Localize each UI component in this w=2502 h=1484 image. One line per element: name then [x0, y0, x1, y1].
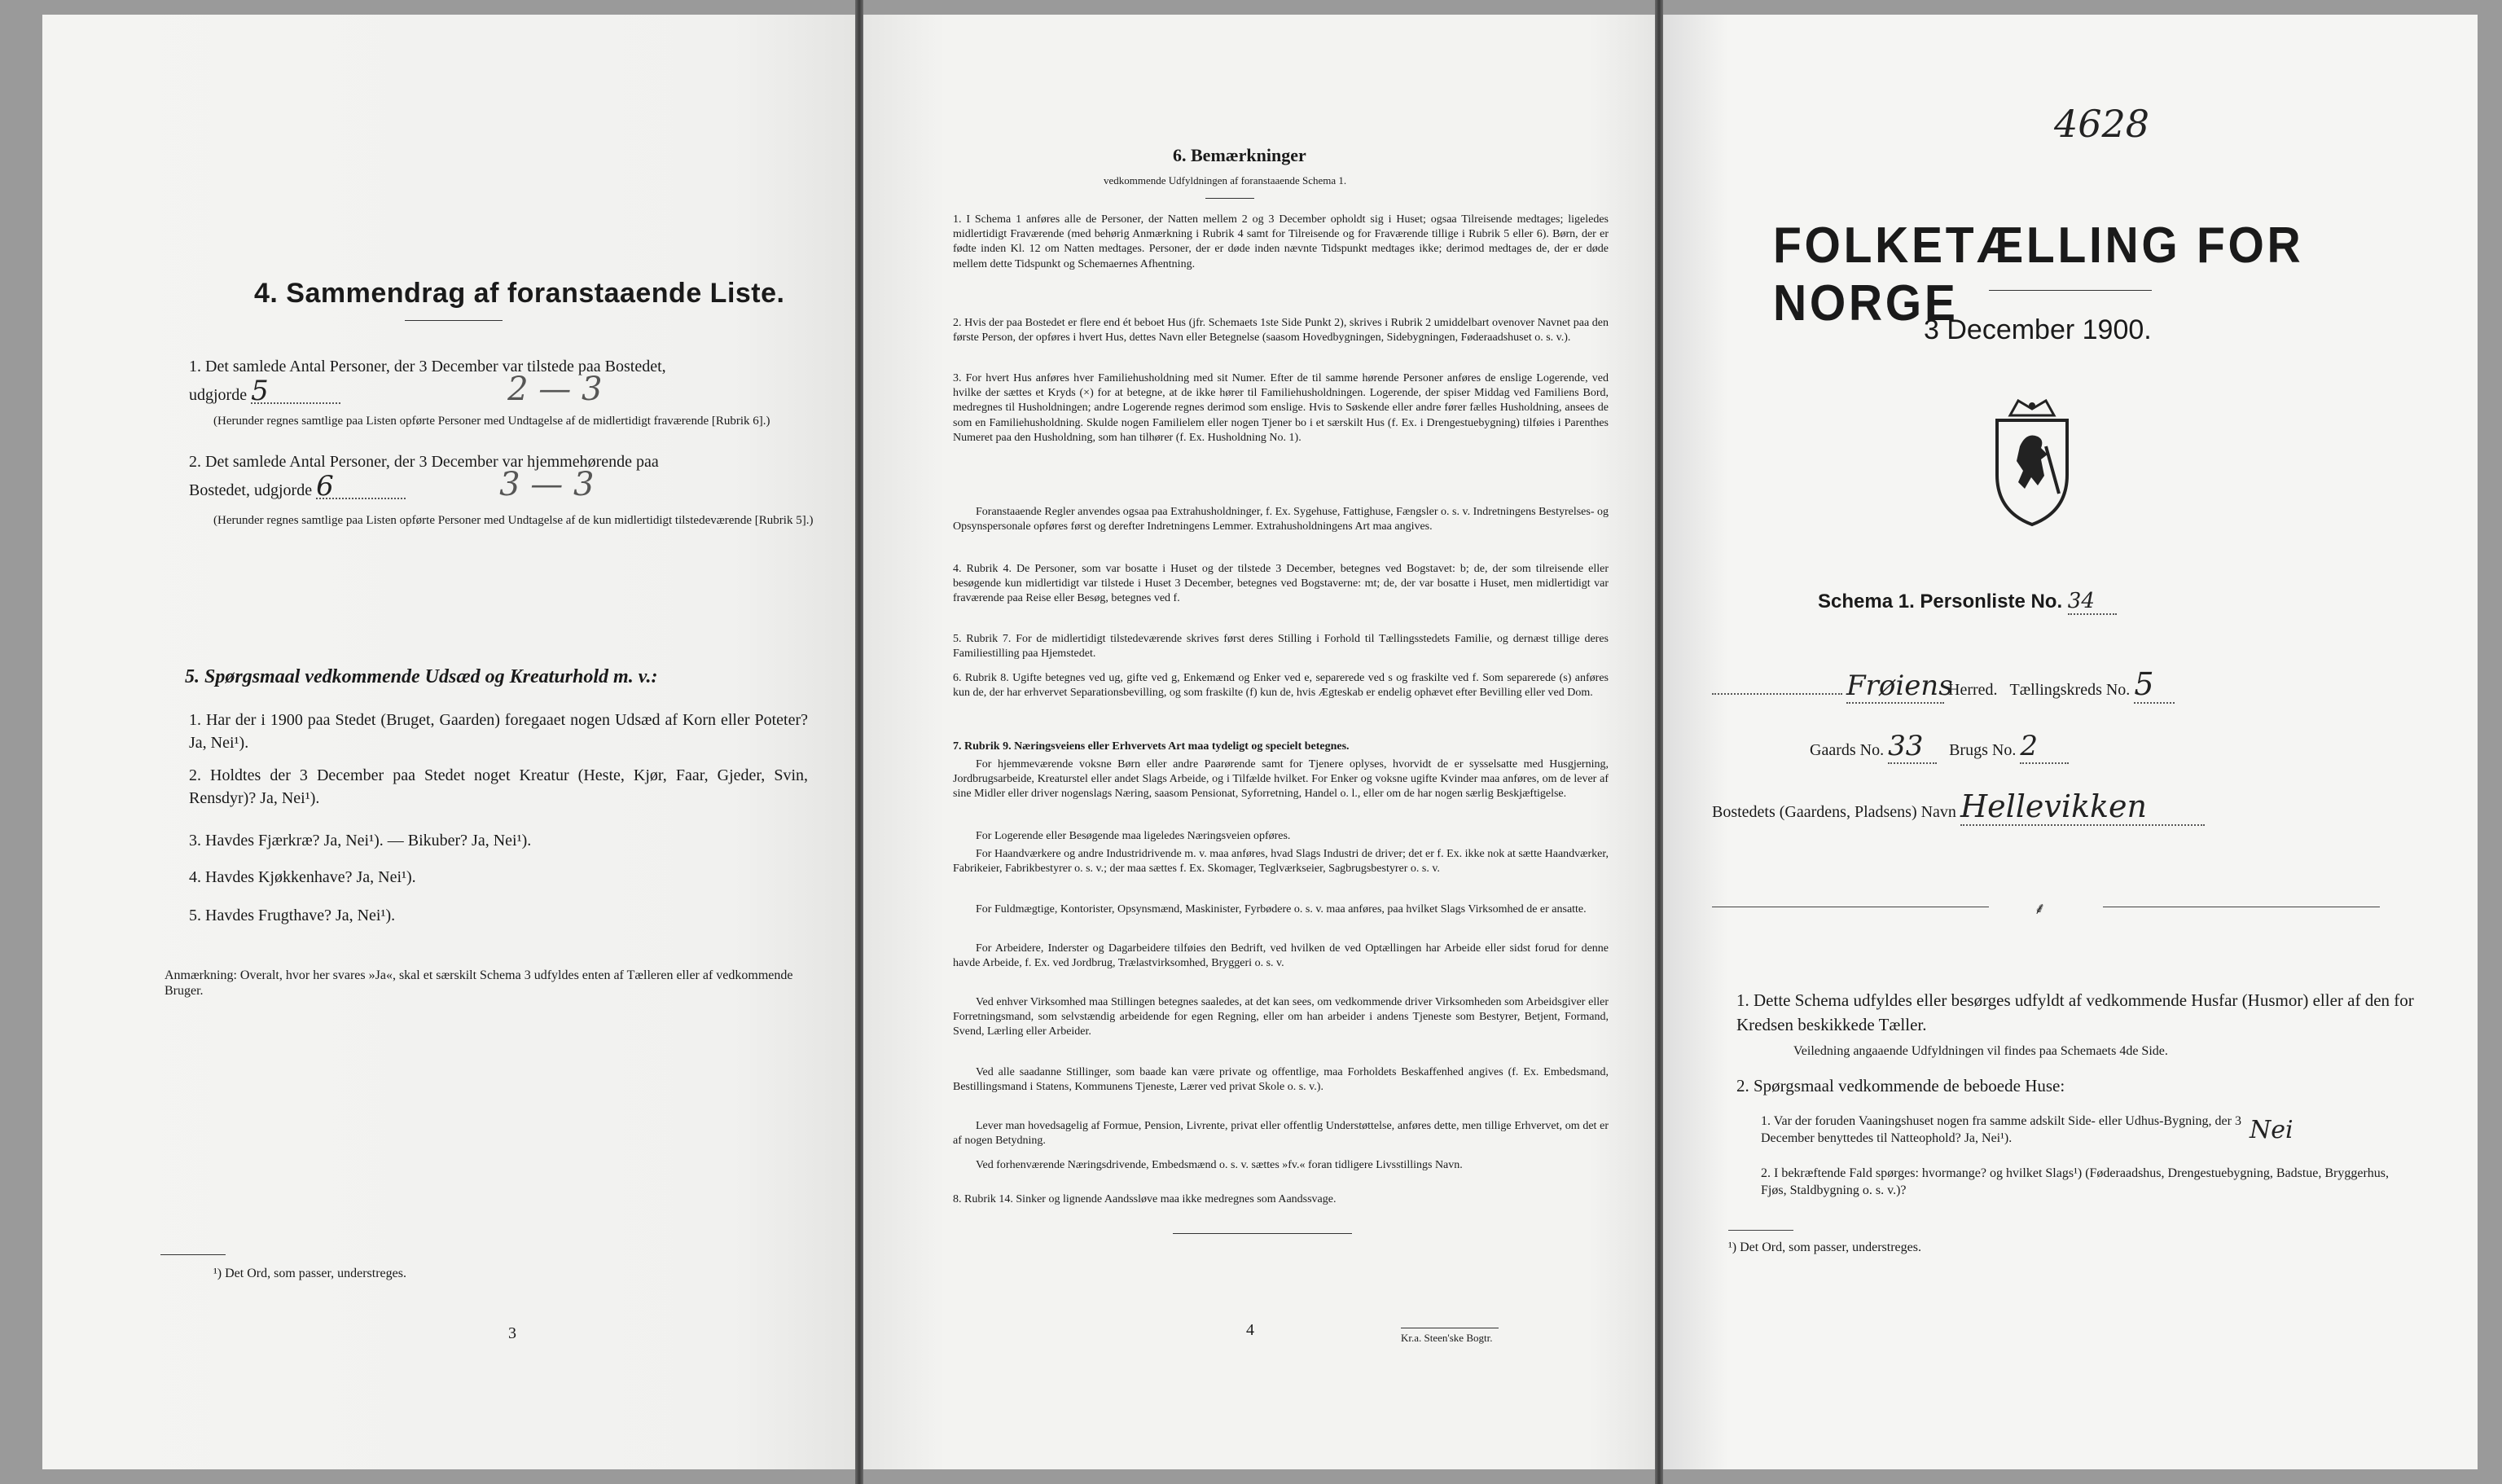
binding-gutter [855, 0, 863, 1484]
krets-label: Tællingskreds No. [2009, 681, 2131, 699]
remark-item: For Haandværkere og andre Industridrivende m. v. maa anføres, hvad Slags Industri de driver; det er f. Ex. ikke nok at sætte Haandværker, Fabrikeier, Fabrikbestyrer o. s. v.; der maa sættes f. Ex. Skomager, Teglværkseier, Sagbrugsbestyrer o. s. v. [953, 848, 1609, 876]
bosted-value: Hellevikken [1960, 788, 2205, 826]
footnote-rule [1728, 1230, 1793, 1231]
binding-gutter [1655, 0, 1663, 1484]
brugs-value: 2 [2020, 730, 2069, 764]
question-poultry-beehives: 3. Havdes Fjærkræ? Ja, Nei¹). — Bikuber? Ja, Nei¹). [189, 832, 532, 850]
coat-of-arms-icon [1987, 397, 2077, 528]
remark-item: Foranstaaende Regler anvendes ogsaa paa Extrahusholdninger, f. Ex. Sygehuse, Fattighuse, Fængsler o. s. v. Indretningens Bestyrelses- og Opsynspersonale opføres først og derefter Indretningens Lemmer. Extrahusholdningens Art maa angives. [953, 506, 1609, 533]
title-rule [1989, 290, 2152, 291]
remark-item: Lever man hovedsagelig af Formue, Pension, Livrente, privat eller offentlig Understøttelse, anføres dette, men tillige Erhvervet, om det er af nogen Betydning. [953, 1120, 1609, 1148]
pencil-annotation: 3 — 3 [499, 466, 595, 503]
remark-item: 4. Rubrik 4. De Personer, som var bosatte i Huset og der tilstede 3 December, betegnes ved Bogstavet: b; de, der som tilreisende eller besøgende kun midlertidigt var tilstede i Huset 3 December, betegnes ved Bogstaverne: mt; de, der var bosatte i Huset, men midlertidigt var fraværende paa Reise eller Besøg, betegnes ved f. [953, 563, 1609, 605]
schema-heading [1818, 589, 2117, 615]
bosted-label: Bostedets (Gaardens, Pladsens) Navn [1712, 803, 1956, 821]
page-number: 3 [508, 1324, 516, 1342]
end-rule [1173, 1233, 1352, 1234]
summary-question-2 [189, 450, 824, 502]
remark-item: 5. Rubrik 7. For de midlertidigt tilstedeværende skrives først deres Stilling i Forhold til Tællingsstedets Familie, og dernæst tillige deres Familiestilling paa Hjemstedet. [953, 633, 1609, 661]
summary-question-1 [189, 355, 824, 406]
remark: Anmærkning: Overalt, hvor her svares »Ja«, skal et særskilt Schema 3 udfyldes enten af Tælleren eller af vedkommende Bruger. [165, 968, 793, 998]
herred-label: Herred. [1948, 681, 1998, 699]
bosted-row [1712, 788, 2205, 826]
remark-item: Ved enhver Virksomhed maa Stillingen betegnes saaledes, at det kan sees, om vedkommende driver Virksomheden som Arbeidsgiver eller Forretningsmand, som selvstændig arbeidende for egen Regning, eller om han arbeider i andens Tjeneste som Bestyrer, Betjent, Formand, Svend, Lærling eller Arbeider. [953, 996, 1609, 1038]
instruction-1-note: Veiledning angaaende Udfyldningen vil findes paa Schemaets 4de Side. [1793, 1044, 2168, 1058]
remark-item: For Fuldmægtige, Kontorister, Opsynsmænd, Maskinister, Fyrbødere o. s. v. maa anføres, paa hvilket Slags Virksomhed de er ansatte. [976, 903, 1587, 915]
question-kitchen-garden: 4. Havdes Kjøkkenhave? Ja, Nei¹). [189, 868, 416, 886]
subtitle-rule [1205, 198, 1254, 199]
census-title: FOLKETÆLLING FOR NORGE [1773, 217, 2304, 331]
krets-value: 5 [2134, 666, 2175, 704]
question-seed: 1. Har der i 1900 paa Stedet (Bruget, Gaarden) foregaaet nogen Udsæd af Korn eller Poteter? Ja, Nei¹). [189, 711, 808, 752]
title-underline [405, 320, 503, 321]
instruction-2: 2. Spørgsmaal vedkommende de beboede Huse: [1736, 1076, 2065, 1095]
house-answer: Nei [2250, 1116, 2294, 1144]
house-question-2: 2. I bekræftende Fald spørges: hvormange? og hvilket Slags¹) (Føderaadshus, Drengestuebygning, Badstue, Bryggerhus, Fjøs, Staldbygning o. s. v.)? [1761, 1166, 2390, 1197]
remark-item: 2. Hvis der paa Bostedet er flere end ét beboet Hus (jfr. Schemaets 1ste Side Punkt 2), skrives i Rubrik 2 umiddelbart ovenover Navnet paa den første Person, der opføres i hvert Hus, dettes Navn eller Betegnelse (saasom Hovedbygningen, Sidebygningen, Føderaadshuset o. s. v.). [953, 317, 1609, 345]
herred-row [1712, 666, 2461, 704]
question-orchard: 5. Havdes Frugthave? Ja, Nei¹). [189, 907, 396, 924]
page-3-summary [42, 15, 857, 1469]
remark-item: 8. Rubrik 14. Sinker og lignende Aandssløve maa ikke medregnes som Aandssvage. [953, 1193, 1337, 1205]
house-question-1: 1. Var der foruden Vaaningshuset nogen fra samme adskilt Side- eller Udhus-Bygning, der 3 December benyttedes til Natteophold? Ja, Nei¹). [1761, 1114, 2241, 1145]
question-label: udgjorde [189, 386, 248, 404]
section-6-title: 6. Bemærkninger [1173, 145, 1306, 165]
gaards-label: Gaards No. [1810, 741, 1885, 759]
person-list-number: 34 [2068, 589, 2117, 615]
gaard-row [1810, 730, 2069, 764]
question-text: 1. Det samlede Antal Personer, der 3 December var tilstede paa Bostedet, [189, 358, 666, 375]
instruction-1: 1. Dette Schema udfyldes eller besørges udfyldt af vedkommende Husfar (Husmor) eller af den for Kredsen beskikkede Tæller. [1736, 990, 2414, 1034]
remark-item: For Logerende eller Besøgende maa ligeledes Næringsveien opføres. [976, 830, 1291, 842]
resident-count: 6 [316, 475, 406, 499]
section-4-title: 4. Sammendrag af foranstaaende Liste. [254, 278, 785, 309]
remark-item: 6. Rubrik 8. Ugifte betegnes ved ug, gifte ved g, Enkemænd og Enker ved e, separerede ved s og fraskilte ved f. Som separerede (s) anføres kun de, der har erhvervet Separationsbevilling, og som fraskilte (f) kun de, hvis Ægteskab er endelig ophævet efter Bevilling eller ved Dom. [953, 672, 1609, 700]
footnote: ¹) Det Ord, som passer, understreges. [1728, 1240, 1921, 1254]
remark-item: For Arbeidere, Inderster og Dagarbeidere tilføies den Bedrift, ved hvilken de ved Optællingen har Arbeide eller sidst forud for denne havde Arbeide, f. Ex. ved Jordbrug, Trælastvirksomhed, Bryggeri o. s. v. [953, 942, 1609, 970]
page-number: 4 [1246, 1321, 1254, 1339]
present-count: 5 [251, 380, 340, 404]
footnote-rule [160, 1254, 226, 1255]
section-5-title: 5. Spørgsmaal vedkommende Udsæd og Kreaturhold m. v.: [185, 666, 658, 687]
footnote: ¹) Det Ord, som passer, understreges. [213, 1267, 406, 1280]
page-1-cover [1663, 15, 2478, 1469]
question-livestock: 2. Holdtes der 3 December paa Stedet noget Kreatur (Heste, Kjør, Faar, Gjeder, Svin, Rensdyr)? Ja, Nei¹). [189, 766, 808, 807]
gaards-value: 33 [1888, 730, 1937, 764]
remark-item: Ved alle saadanne Stillinger, som baade kan være private og offentlige, maa Forholdets Beskaffenhed angives (f. Ex. Embedsmand, Bestillingsmand i Statens, Kommunens Tjeneste, Lærer ved privat Skole o. s. v.). [953, 1066, 1609, 1094]
page-4-remarks [863, 15, 1670, 1469]
section-6-subtitle: vedkommende Udfyldningen af foranstaaende Schema 1. [1104, 174, 1347, 187]
summary-note-1: (Herunder regnes samtlige paa Listen opførte Personer med Undtagelse af de midlertidigt fraværende [Rubrik 6].) [213, 415, 770, 428]
question-label: Bostedet, udgjorde [189, 481, 313, 499]
remark-item: Ved forhenværende Næringsdrivende, Embedsmænd o. s. v. sættes »fv.« foran tidligere Livsstillings Navn. [976, 1159, 1463, 1171]
dotted-leader [1712, 693, 1842, 695]
remark-item: 3. For hvert Hus anføres hver Familiehusholdning med sit Numer. Efter de til samme hørende Personer anføres de enslige Logerende, ved hvilke der sættes et Kryds (×) for at betegne, at de ikke hører til Familiehusholdningen. Logerende, der spiser Middag ved Familiens Bord, medregnes til Husholdningen; andre Logerende regnes derimod som enslige. Hvis to Søskende eller andre fører fælles Husholdning, ansees de som en Familiehusholdning. Skulde nogen Familielem eller nogen Tjener bo i et særskilt Hus (f. Ex. i Drengestuebygning) tilføies i Parenthes Numeret paa den Husholdning, som han tilhører (f. Ex. Husholdning No. 1). [953, 372, 1609, 444]
archive-number: 4628 [2054, 102, 2150, 146]
brugs-label: Brugs No. [1949, 741, 2017, 759]
schema-label: Schema 1. Personliste No. [1818, 591, 2063, 612]
pencil-annotation: 2 — 3 [507, 371, 603, 408]
herred-value: Frøiens [1846, 670, 1953, 702]
printer-imprint: Kr.a. Steen'ske Bogtr. [1401, 1332, 1493, 1344]
question-text: 2. Det samlede Antal Personer, der 3 December var hjemmehørende paa [189, 453, 659, 471]
remark-item: 1. I Schema 1 anføres alle de Personer, der Natten mellem 2 og 3 December opholdt sig i Huset; ogsaa Tilreisende medtages; ligeledes midlertidigt Fraværende (med behørig Anmærkning i Rubrik 4 samt for Tilreisende og for Fraværende tillige i Rubrik 5 eller 6). Børn, der er fødte inden Kl. 12 om Natten medtages. Personer, der er døde inden nævnte Tidspunkt medtages ikke; derimod medtages de, der er døde mellem dette Tidspunkt og Schemaernes Afhentning. [953, 213, 1609, 270]
remark-item: 7. Rubrik 9. Næringsveiens eller Erhvervets Art maa tydeligt og specielt betegnes. [953, 740, 1350, 753]
ornament-icon: ⸙ [2034, 900, 2046, 918]
summary-note-2: (Herunder regnes samtlige paa Listen opførte Personer med Undtagelse af de kun midlertidigt tilstedeværende [Rubrik 5].) [213, 514, 814, 527]
remark-item: For hjemmeværende voksne Børn eller andre Paarørende samt for Tjenere oplyses, hvorvidt de er sysselsatte med Husgjerning, Jordbrugsarbeide, Kreaturstel eller andet Slags Arbeide, og i Tilfælde hvilket. For Enker og voksne ugifte Kvinder maa anføres, om de lever af sine Midler eller driver nogenslags Næring, saasom Pensionat, Syforretning, Handel o. l., eller om de har nogen særlig Beskjæftigelse. [953, 758, 1609, 801]
census-date: 3 December 1900. [1924, 314, 2152, 345]
